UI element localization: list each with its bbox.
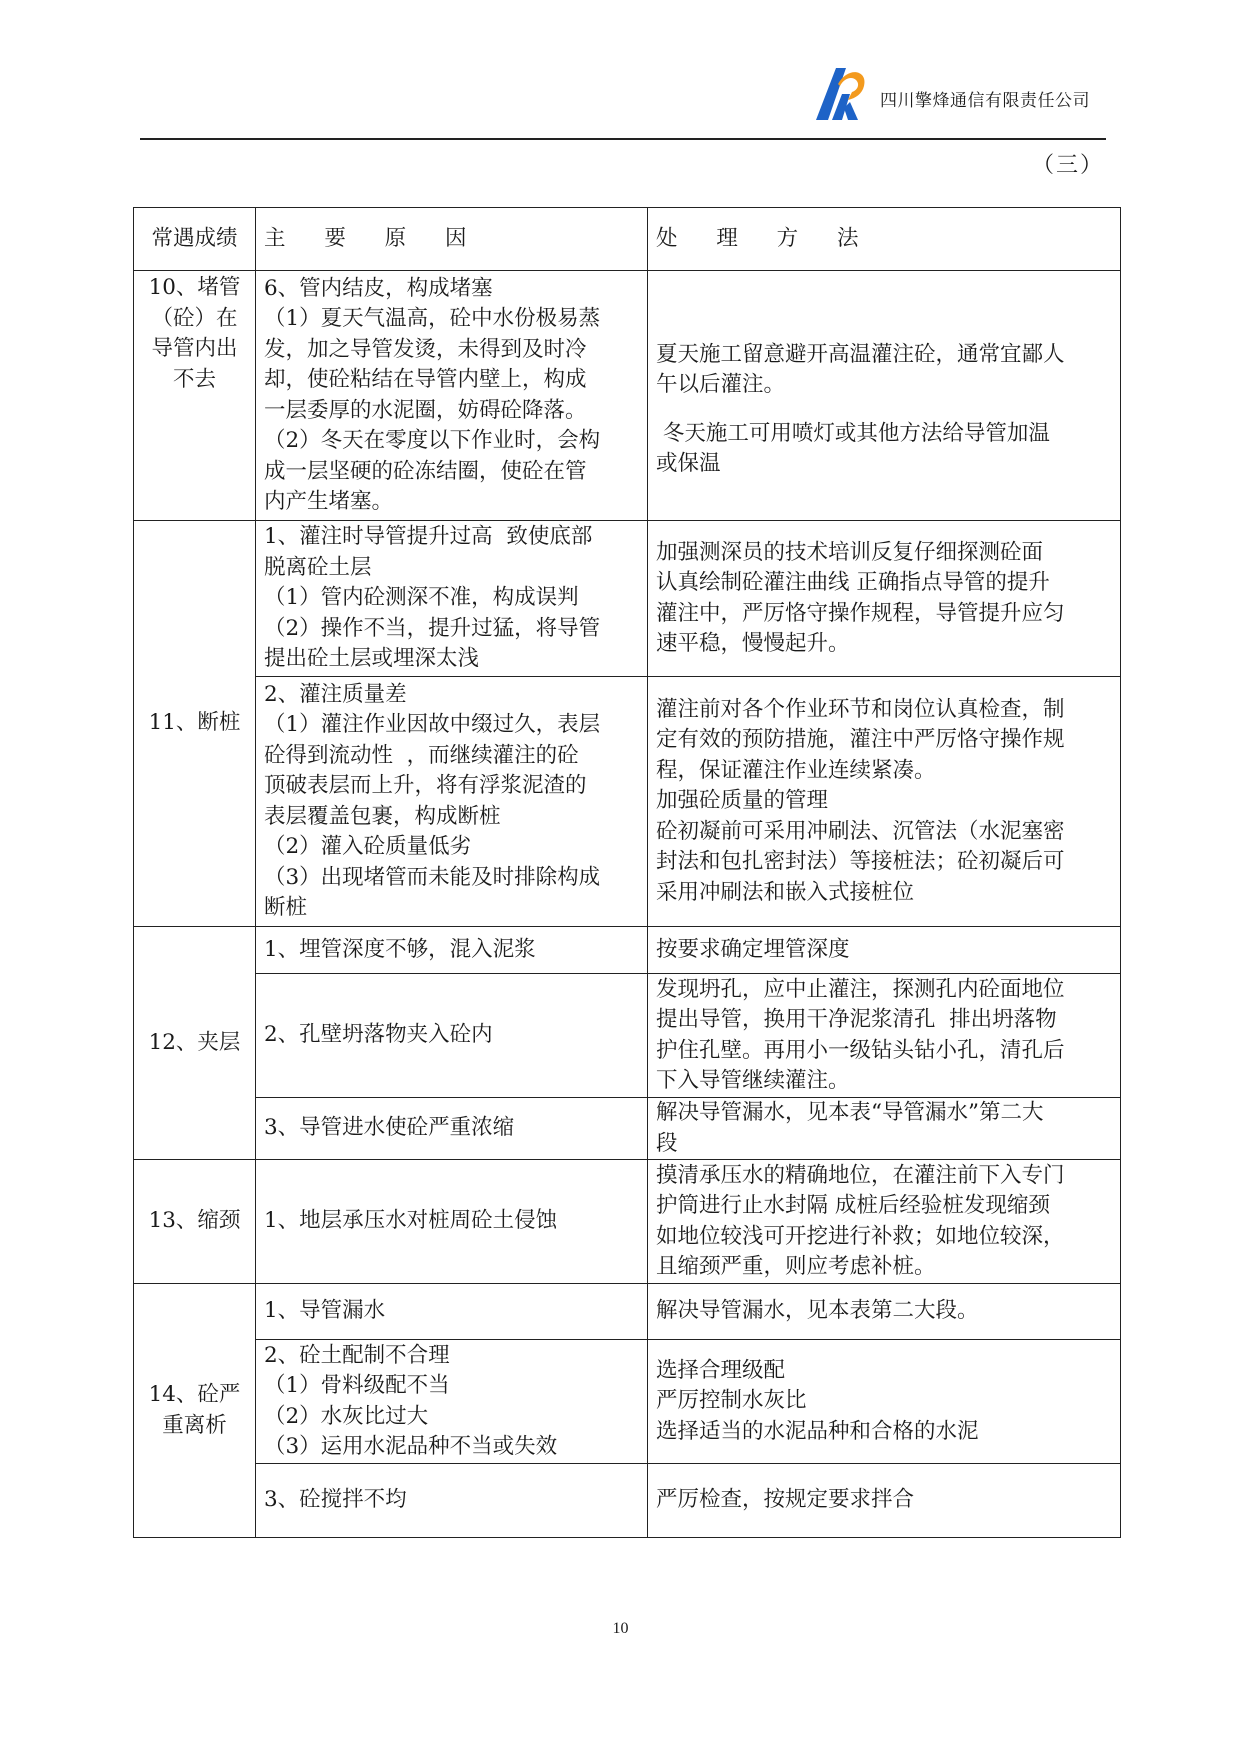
method-line: 或保温 — [656, 451, 721, 476]
method-line: 如地位较浅可开挖进行补救；如地位较深， — [656, 1223, 1065, 1249]
method-line: 下入导管继续灌注。 — [656, 1068, 850, 1093]
cause-line: 顶破表层而上升，将有浮浆泥渣的 — [264, 773, 587, 798]
method-line: 提出导管，换用干净泥浆清孔 排出坍落物 — [656, 1007, 1057, 1032]
problem-cell: 12、夹层 — [134, 927, 256, 1160]
cause-line: （3）运用水泥品种不当或失效 — [264, 1434, 558, 1459]
method-cell: 解决导管漏水，见本表第二大段。 — [648, 1284, 1121, 1340]
method-line: 定有效的预防措施，灌注中严厉恪守操作规 — [656, 727, 1065, 753]
cause-line: （1）管内砼测深不准，构成误判 — [264, 585, 579, 611]
table-row — [134, 974, 1121, 1098]
cause-cell: 3、导管进水使砼严重浓缩 — [256, 1098, 648, 1160]
cause-line: 2、灌注质量差 — [264, 681, 407, 707]
cause-line: 断桩 — [264, 895, 308, 920]
method-cell — [648, 521, 1121, 677]
problem-line: 不去 — [172, 366, 216, 392]
cause-line: （3）出现堵管而未能及时排除构成 — [264, 864, 601, 890]
method-line: 段 — [656, 1130, 678, 1156]
cause-line: 脱离砼土层 — [264, 554, 372, 580]
method-line: 摸清承压水的精确地位，在灌注前下入专门 — [656, 1162, 1065, 1188]
method-line: 选择适当的水泥品种和合格的水泥 — [656, 1418, 979, 1444]
section-label: （三） — [1032, 153, 1105, 178]
method-line: 灌注中，严厉恪守操作规程，导管提升应匀 — [656, 600, 1065, 626]
method-line: 砼初凝前可采用冲刷法、沉管法（水泥塞密 — [656, 818, 1065, 844]
table-row — [134, 1464, 1121, 1538]
method-cell — [648, 974, 1121, 1098]
table-row — [134, 521, 1121, 677]
table-row — [134, 1098, 1121, 1160]
cause-line: 一层委厚的水泥圈，妨碍砼降落。 — [264, 397, 587, 423]
method-cell — [648, 1340, 1121, 1464]
company-name: 四川擎烽通信有限责任公司 — [880, 91, 1090, 111]
troubleshooting-table — [133, 207, 1121, 1538]
cause-line: 却，使砼粘结在导管内壁上，构成 — [264, 367, 587, 392]
cause-line: 表层覆盖包裹，构成断桩 — [264, 803, 501, 829]
cause-line: 发，加之导管发烫，未得到及时冷 — [264, 336, 587, 362]
cause-line: 提出砼土层或埋深太浅 — [264, 646, 480, 672]
method-line: 加强砼质量的管理 — [656, 788, 829, 814]
page-number: 10 — [612, 1620, 629, 1637]
cause-cell — [256, 271, 648, 521]
method-line: 午以后灌注。 — [656, 372, 786, 397]
method-line: 护筒进行止水封隔 成桩后经验桩发现缩颈 — [656, 1193, 1050, 1218]
problem-cell — [134, 271, 256, 521]
problem-line: 14、砼严 — [148, 1382, 241, 1407]
cause-line: 1、灌注时导管提升过高 致使底部 — [264, 524, 593, 550]
method-cell: 严厉检查，按规定要求拌合 — [648, 1464, 1121, 1538]
table-row — [134, 677, 1121, 927]
header-rule — [140, 138, 1106, 140]
cause-cell — [256, 521, 648, 677]
method-line: 冬天施工可用喷灯或其他方法给导管加温 — [656, 420, 1050, 446]
method-cell — [648, 1098, 1121, 1160]
cause-line: （2）灌入砼质量低劣 — [264, 834, 472, 859]
method-line: 严厉控制水灰比 — [656, 1388, 807, 1414]
table-row — [134, 1160, 1121, 1284]
cause-line: （2）操作不当，提升过猛，将导管 — [264, 615, 601, 641]
header-cause: 主 要 原 因 — [256, 208, 648, 271]
company-logo — [812, 62, 870, 124]
cause-line: （1）夏天气温高，砼中水份极易蒸 — [264, 306, 601, 331]
method-line: 解决导管漏水，见本表“导管漏水”第二大 — [656, 1100, 1044, 1125]
problem-cell: 11、断桩 — [134, 521, 256, 927]
method-cell — [648, 677, 1121, 927]
header-method: 处 理 方 法 — [648, 208, 1121, 271]
cause-line: （2）冬天在零度以下作业时，会构 — [264, 428, 601, 453]
cause-cell — [256, 1340, 648, 1464]
table-row — [134, 271, 1121, 521]
cause-cell: 3、砼搅拌不均 — [256, 1464, 648, 1538]
cause-line: 内产生堵塞。 — [264, 489, 394, 514]
cause-line: 2、砼土配制不合理 — [264, 1342, 450, 1368]
method-line: 速平稳，慢慢起升。 — [656, 631, 850, 656]
method-cell — [648, 1160, 1121, 1284]
cause-line: 6、管内结皮，构成堵塞 — [264, 275, 493, 301]
cause-line: 砼得到流动性 ，而继续灌注的砼 — [264, 742, 579, 768]
method-line: 加强测深员的技术培训反复仔细探测砼面 — [656, 539, 1044, 565]
table-row — [134, 1284, 1121, 1340]
method-line: 且缩颈严重，则应考虑补桩。 — [656, 1254, 936, 1279]
problem-line: 10、堵管 — [148, 275, 241, 300]
method-line: 发现坍孔，应中止灌注，探测孔内砼面地位 — [656, 976, 1065, 1002]
cause-line: （1）骨料级配不当 — [264, 1373, 450, 1398]
method-cell — [648, 927, 1121, 974]
problem-line: 导管内出 — [151, 336, 238, 361]
method-line: 封法和包扎密封法）等接桩法；砼初凝后可 — [656, 849, 1065, 875]
cause-cell: 2、孔壁坍落物夹入砼内 — [256, 974, 648, 1098]
method-line: 认真绘制砼灌注曲线 正确指点导管的提升 — [656, 570, 1050, 595]
cause-line: （2）水灰比过大 — [264, 1403, 429, 1429]
cause-cell: 1、导管漏水 — [256, 1284, 648, 1340]
cause-line: （1）灌注作业因故中缀过久，表层 — [264, 712, 601, 737]
method-line: 采用冲刷法和嵌入式接桩位 — [656, 879, 915, 905]
problem-cell: 13、缩颈 — [134, 1160, 256, 1284]
cause-cell: 1、地层承压水对桩周砼土侵蚀 — [256, 1160, 648, 1284]
cause-line: 成一层坚硬的砼冻结圈，使砼在管 — [264, 458, 587, 484]
cause-cell: 1、埋管深度不够，混入泥浆 — [256, 927, 648, 974]
problem-line: 重离析 — [162, 1412, 227, 1438]
problem-cell — [134, 1284, 256, 1538]
method-line: 灌注前对各个作业环节和岗位认真检查，制 — [656, 696, 1065, 722]
method-cell — [648, 271, 1121, 521]
cause-cell — [256, 677, 648, 927]
method-line: 夏天施工留意避开高温灌注砼，通常宜鄙人 — [656, 341, 1065, 367]
table-header-row — [134, 208, 1121, 271]
problem-line: （砼）在 — [151, 305, 238, 331]
method-line: 选择合理级配 — [656, 1357, 786, 1383]
method-line: 护住孔壁。再用小一级钻头钻小孔，清孔后 — [656, 1037, 1065, 1063]
table-row — [134, 927, 1121, 974]
table-row — [134, 1340, 1121, 1464]
method-line: 程，保证灌注作业连续紧凑。 — [656, 757, 936, 783]
header-problem: 常遇成绩 — [134, 208, 256, 271]
method-line: 按要求确定埋管深度 — [656, 936, 850, 962]
